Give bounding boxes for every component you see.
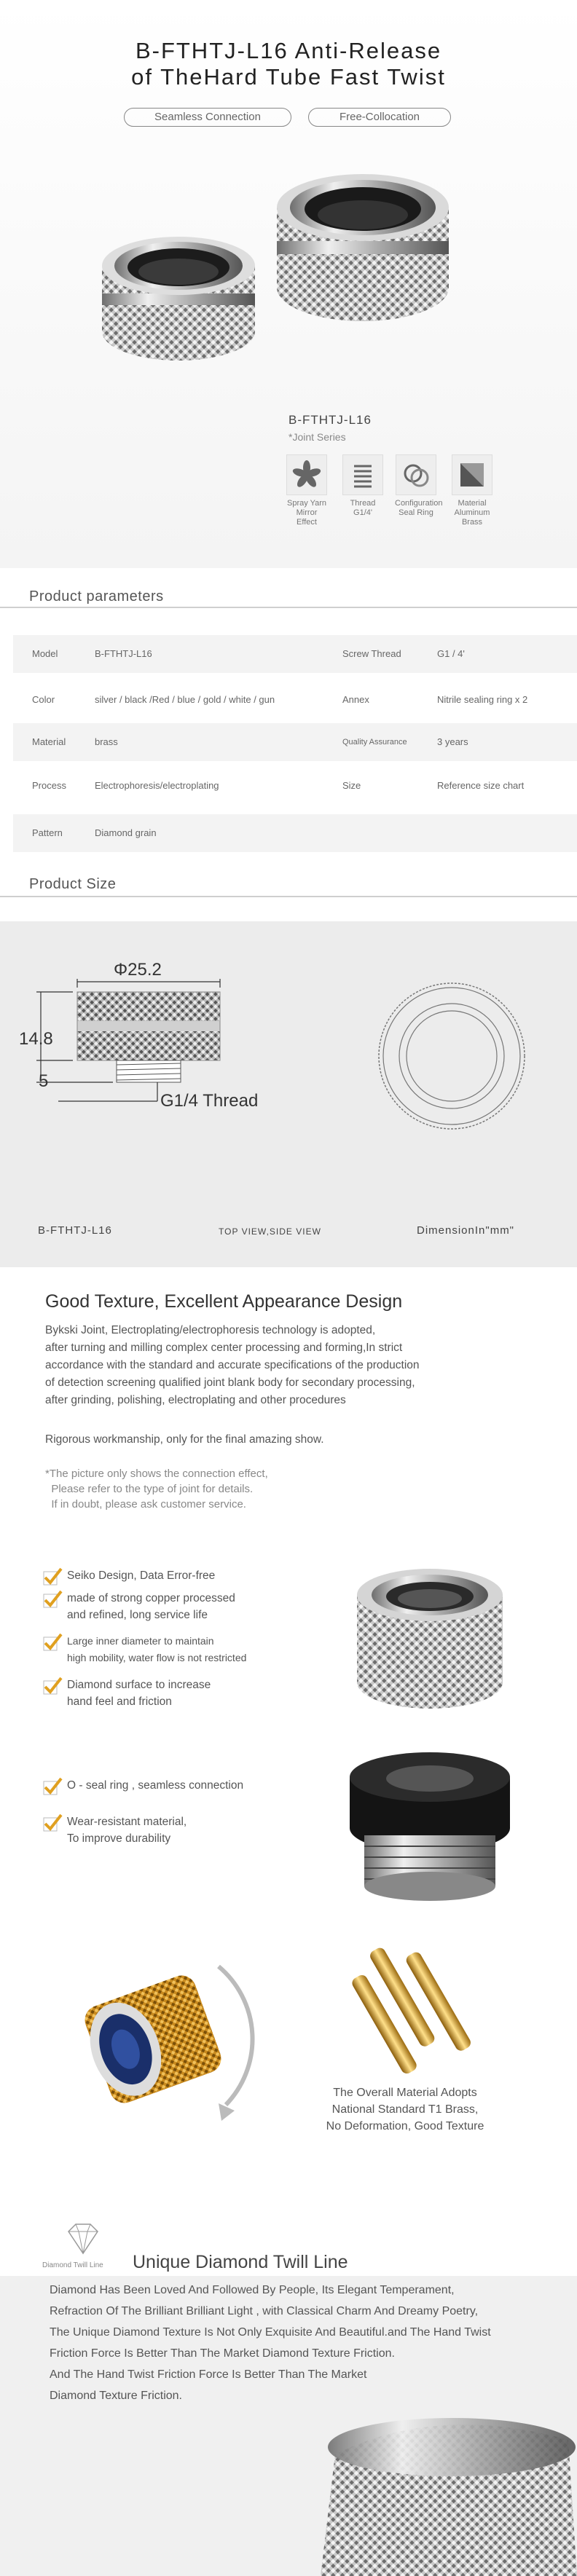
series-subtitle: *Joint Series (288, 431, 346, 443)
fitting-oring-image (335, 1748, 525, 1915)
diamond-title: Unique Diamond Twill Line (133, 2252, 348, 2272)
diamond-logo-icon (61, 2221, 105, 2259)
series-name: B-FTHTJ-L16 (288, 413, 372, 427)
param-row-model: Model B-FTHTJ-L16 Screw Thread G1 / 4' (13, 635, 577, 673)
material-icon (458, 460, 487, 489)
spray-yarn-icon (292, 460, 321, 489)
size-drawing (22, 947, 561, 1187)
size-title: Product Size (29, 876, 117, 892)
feature-spray-yarn: Spray Yarn Mirror Effect (286, 454, 328, 527)
dim-height-label: 14.8 (19, 1029, 53, 1049)
checkmark-icon (42, 1813, 63, 1832)
thread-label: G1/4 Thread (160, 1091, 259, 1111)
size-model: B-FTHTJ-L16 (38, 1224, 112, 1237)
checkmark-icon (42, 1590, 63, 1609)
brass-rods-image (328, 1937, 503, 2076)
dim-width-label: Φ25.2 (114, 960, 162, 980)
param-row-pattern: Pattern Diamond grain (13, 814, 577, 852)
checkmark-icon (42, 1677, 63, 1695)
params-title: Product parameters (29, 588, 164, 604)
param-row-color: Color silver / black /Red / blue / gold / white / gun Annex Nitrile sealing ring x 2 (32, 694, 528, 705)
param-row-process: Process Electrophoresis/electroplating Size Reference size chart (32, 780, 525, 791)
texture-note: *The picture only shows the connection effect, Please refer to the type of joint for details. If in doubt, please ask customer service. (45, 1468, 268, 1510)
feature-thread: Thread G1/4' (342, 454, 384, 518)
dim-thread-label: 5 (39, 1071, 49, 1091)
diamond-logo-label: Diamond Twill Line (42, 2261, 103, 2269)
fitting-closeup-image (291, 2411, 577, 2576)
feature-material: Material Aluminum Brass (451, 454, 493, 527)
texture-paragraph: Bykski Joint, Electroplating/electrophoresis technology is adopted, after turning and milling complex center processing and forming,In strict accordance with the standard and accurate specifications of the production of detection screening qualified joint blank body for secondary processing, after grinding, polishing, electroplating and other procedures (45, 1324, 420, 1406)
seal-ring-icon (401, 460, 431, 489)
product-fittings-image (95, 149, 452, 390)
checkmark-icon (42, 1567, 63, 1586)
hero-title-line1: B-FTHTJ-L16 Anti-Release (135, 38, 442, 63)
hero-section (0, 0, 577, 568)
fitting-knurled-image (342, 1544, 517, 1719)
texture-rigorous: Rigorous workmanship, only for the final amazing show. (45, 1433, 324, 1446)
params-divider (0, 607, 577, 608)
size-unit: DimensionIn"mm" (417, 1224, 515, 1237)
size-divider (0, 896, 577, 897)
diamond-text: Diamond Has Been Loved And Followed By People, Its Elegant Temperament, Refraction Of The Brilliant Brilliant Light , with Classical Charm And Dreamy Poetry, The Unique Diamond Texture Is Not Only Exquisite And Beautiful.and The Hand Twist Friction Force Is Better Than The Market Diamond Texture Friction. And The Hand Twist Friction Force Is Better Than The Market Diamond Texture Friction. (50, 2284, 491, 2402)
material-caption: The Overall Material Adopts National Standard T1 Brass, No Deformation, Good Texture (326, 2087, 484, 2132)
param-row-material: Material brass Quality Assurance 3 years (13, 723, 577, 761)
fitting-gold-image (44, 1937, 277, 2141)
texture-title: Good Texture, Excellent Appearance Design (45, 1291, 403, 1312)
feature-seal-ring: Configuration Seal Ring (395, 454, 437, 518)
pill-seamless: Seamless Connection (124, 108, 291, 127)
checkmark-icon (42, 1777, 63, 1796)
thread-icon (348, 460, 377, 489)
hero-title-line2: of TheHard Tube Fast Twist (131, 64, 446, 90)
checkmark-icon (42, 1633, 63, 1652)
pill-free-collocation: Free-Collocation (308, 108, 451, 127)
size-views: TOP VIEW,SIDE VIEW (219, 1226, 321, 1237)
